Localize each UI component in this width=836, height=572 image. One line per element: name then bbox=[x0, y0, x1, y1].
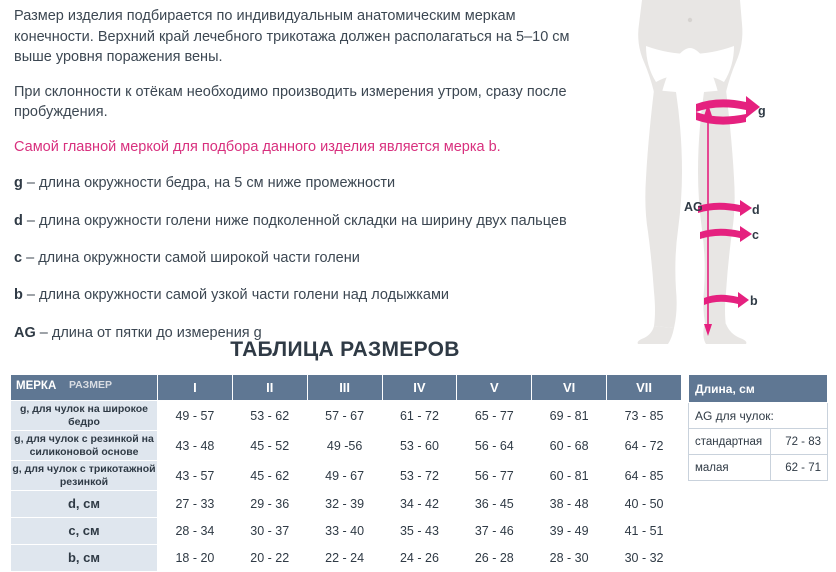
cell-d-v: 36 - 45 bbox=[457, 491, 532, 518]
table-row bbox=[11, 518, 682, 545]
table-row bbox=[11, 545, 682, 572]
column-header-v: V bbox=[457, 375, 532, 401]
cell-c-v: 37 - 46 bbox=[457, 518, 532, 545]
cell-c-vii: 41 - 51 bbox=[607, 518, 682, 545]
cell-g-wide-vi: 69 - 81 bbox=[532, 401, 607, 431]
row-label-b: b, см bbox=[11, 545, 158, 572]
legend-key-d: d bbox=[14, 212, 23, 229]
legend-key-g: g bbox=[14, 175, 23, 192]
legend-item-b bbox=[14, 285, 594, 305]
underwear-shape bbox=[646, 46, 734, 82]
cell-d-iii: 32 - 39 bbox=[307, 491, 382, 518]
column-header-vi: VI bbox=[532, 375, 607, 401]
cell-g-wide-i: 49 - 57 bbox=[158, 401, 233, 431]
table-header-row bbox=[11, 375, 682, 401]
cell-g-silicone-i: 43 - 48 bbox=[158, 431, 233, 461]
length-table-header-row bbox=[689, 375, 828, 403]
legend-text-d: – длина окружности голени ниже подколенной складки на ширину двух пальцев bbox=[22, 212, 567, 229]
cell-d-vii: 40 - 50 bbox=[607, 491, 682, 518]
cell-b-iii: 22 - 24 bbox=[307, 545, 382, 572]
cell-g-knit-ii: 45 - 62 bbox=[232, 461, 307, 491]
cell-g-wide-iii: 57 - 67 bbox=[307, 401, 382, 431]
cell-g-silicone-ii: 45 - 52 bbox=[232, 431, 307, 461]
column-header-iii: III bbox=[307, 375, 382, 401]
table-row bbox=[11, 431, 682, 461]
intro-paragraph-2: При склонности к отёкам необходимо производить измерения утром, сразу после пробуждения. bbox=[14, 83, 567, 121]
table-row bbox=[11, 401, 682, 431]
legend-text-b: – длина окружности самой узкой части голени над лодыжками bbox=[22, 287, 450, 304]
row-label-g-wide: g, для чулок на широкое бедро bbox=[11, 401, 158, 431]
legend-key-ag: AG bbox=[14, 324, 36, 341]
cell-g-wide-vii: 73 - 85 bbox=[607, 401, 682, 431]
size-table bbox=[10, 374, 682, 572]
cell-b-vii: 30 - 32 bbox=[607, 545, 682, 572]
cell-g-silicone-vi: 60 - 68 bbox=[532, 431, 607, 461]
length-row-small-name: малая bbox=[689, 455, 771, 481]
cell-d-i: 27 - 33 bbox=[158, 491, 233, 518]
length-row-standard-range: 72 - 83 bbox=[771, 429, 828, 455]
measure-arrow-b bbox=[738, 292, 749, 308]
cell-d-vi: 38 - 48 bbox=[532, 491, 607, 518]
instructions-column bbox=[14, 6, 594, 360]
left-leg-shape bbox=[645, 90, 682, 328]
cell-c-iv: 35 - 43 bbox=[382, 518, 457, 545]
corner-label-mark: МЕРКА bbox=[16, 380, 57, 392]
cell-g-silicone-vii: 64 - 72 bbox=[607, 431, 682, 461]
table-row bbox=[11, 491, 682, 518]
cell-g-knit-v: 56 - 77 bbox=[457, 461, 532, 491]
illustration-label-ag: AG bbox=[684, 200, 703, 214]
cell-b-ii: 20 - 22 bbox=[232, 545, 307, 572]
navel-dot bbox=[688, 18, 692, 22]
table-corner-header bbox=[11, 375, 158, 401]
illustration-label-g: g bbox=[758, 104, 766, 118]
page-title: ТАБЛИЦА РАЗМЕРОВ bbox=[230, 338, 460, 361]
column-header-ii: II bbox=[232, 375, 307, 401]
legend-text-g: – длина окружности бедра, на 5 см ниже промежности bbox=[22, 175, 396, 192]
cell-c-vi: 39 - 49 bbox=[532, 518, 607, 545]
length-table bbox=[688, 374, 828, 481]
cell-g-knit-vii: 64 - 85 bbox=[607, 461, 682, 491]
cell-g-knit-i: 43 - 57 bbox=[158, 461, 233, 491]
cell-d-iv: 34 - 42 bbox=[382, 491, 457, 518]
column-header-iv: IV bbox=[382, 375, 457, 401]
illustration-label-b: b bbox=[750, 294, 758, 308]
row-label-g-silicone: g, для чулок с резинкой на силиконовой основе bbox=[11, 431, 158, 461]
length-table-header: Длина, см bbox=[689, 375, 828, 403]
cell-g-silicone-iv: 53 - 60 bbox=[382, 431, 457, 461]
cell-b-i: 18 - 20 bbox=[158, 545, 233, 572]
cell-d-ii: 29 - 36 bbox=[232, 491, 307, 518]
cell-g-knit-vi: 60 - 81 bbox=[532, 461, 607, 491]
cell-g-wide-ii: 53 - 62 bbox=[232, 401, 307, 431]
cell-g-knit-iii: 49 - 67 bbox=[307, 461, 382, 491]
length-row-standard-name: стандартная bbox=[689, 429, 771, 455]
length-table-row bbox=[689, 429, 828, 455]
legend-item-c bbox=[14, 248, 594, 268]
corner-label-size: РАЗМЕР bbox=[69, 379, 112, 391]
legend-text-c: – длина окружности самой широкой части голени bbox=[22, 250, 360, 267]
length-row-small-range: 62 - 71 bbox=[771, 455, 828, 481]
legend-item-d bbox=[14, 211, 594, 231]
illustration-label-c: c bbox=[752, 228, 759, 242]
cell-c-i: 28 - 34 bbox=[158, 518, 233, 545]
length-table-row bbox=[689, 455, 828, 481]
length-table-caption-row bbox=[689, 403, 828, 429]
length-table-caption: AG для чулок: bbox=[689, 403, 828, 429]
intro-paragraph-1: Размер изделия подбирается по индивидуальным анатомическим меркам конечности. Верхний край лечебного трикотажа должен располагаться на 5–10 см выше уровня поражения вены. bbox=[14, 8, 570, 66]
legend-text-ag: – длина от пятки до измерения g bbox=[35, 324, 262, 341]
row-label-c: c, см bbox=[11, 518, 158, 545]
legs-illustration bbox=[600, 0, 836, 345]
cell-g-knit-iv: 53 - 72 bbox=[382, 461, 457, 491]
column-header-vii: VII bbox=[607, 375, 682, 401]
row-label-g-knit: g, для чулок с трикотажной резинкой bbox=[11, 461, 158, 491]
column-header-i: I bbox=[158, 375, 233, 401]
table-row bbox=[11, 461, 682, 491]
highlight-note: Самой главной меркой для подбора данного изделия является мерка b. bbox=[14, 138, 501, 155]
cell-g-wide-iv: 61 - 72 bbox=[382, 401, 457, 431]
cell-c-iii: 33 - 40 bbox=[307, 518, 382, 545]
cell-g-silicone-v: 56 - 64 bbox=[457, 431, 532, 461]
cell-g-wide-v: 65 - 77 bbox=[457, 401, 532, 431]
cell-b-v: 26 - 28 bbox=[457, 545, 532, 572]
cell-b-vi: 28 - 30 bbox=[532, 545, 607, 572]
measure-arrow-d bbox=[740, 200, 752, 216]
measure-arrow-c bbox=[740, 226, 752, 242]
cell-g-silicone-iii: 49 -56 bbox=[307, 431, 382, 461]
cell-b-iv: 24 - 26 bbox=[382, 545, 457, 572]
legend-key-b: b bbox=[14, 287, 23, 304]
illustration-label-d: d bbox=[752, 203, 760, 217]
cell-c-ii: 30 - 37 bbox=[232, 518, 307, 545]
legend-item-g bbox=[14, 173, 594, 193]
legend-key-c: c bbox=[14, 250, 23, 267]
row-label-d: d, см bbox=[11, 491, 158, 518]
